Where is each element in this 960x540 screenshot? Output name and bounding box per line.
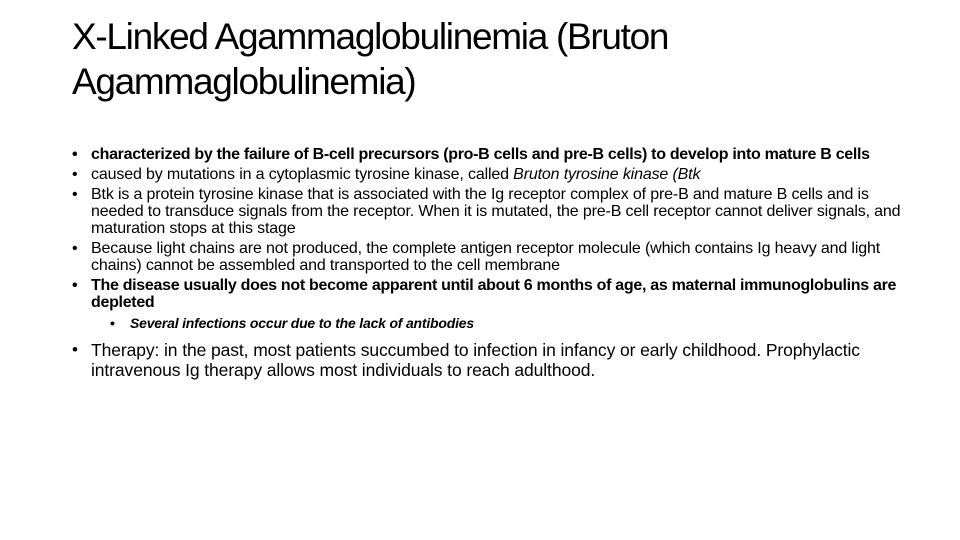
bullet-list [72, 146, 902, 383]
sub-bullet-item [110, 315, 902, 332]
bullet-text-5: The disease usually does not become apparent until about 6 months of age, as maternal immunoglobulins are depleted [91, 277, 897, 311]
bullet-item-2 [72, 166, 902, 183]
bullet-glyph: • [72, 166, 78, 183]
bullet-glyph: • [72, 277, 78, 294]
bullet-text-6: Therapy: in the past, most patients succumbed to infection in infancy or early childhood. Prophylactic intravenous Ig therapy allows most individuals to reach adulthood. [91, 340, 860, 380]
slide-title: X-Linked Agammaglobulinemia (Bruton Agammaglobulinemia) [72, 16, 669, 102]
bullet-item-1 [72, 146, 902, 163]
sub-bullet-glyph: • [110, 315, 115, 331]
bullet-glyph: • [72, 186, 78, 203]
bullet-glyph: • [72, 340, 78, 359]
bullet-text-3: Btk is a protein tyrosine kinase that is associated with the Ig receptor complex of pre-B and mature B cells and is needed to transduce signals from the receptor. When it is mutated, the pre-B cell receptor cannot deliver signals, and maturation stops at this stage [91, 186, 901, 237]
bullet-item-6 [72, 340, 902, 380]
bullet-item-3 [72, 186, 902, 237]
bullet-text-1: characterized by the failure of B-cell precursors (pro-B cells and pre-B cells) to develop into mature B cells [91, 146, 870, 163]
bullet-text-4: Because light chains are not produced, the complete antigen receptor molecule (which contains Ig heavy and light chains) cannot be assembled and transported to the cell membrane [91, 240, 881, 274]
bullet-glyph: • [72, 146, 78, 163]
bullet-text-2: caused by mutations in a cytoplasmic tyrosine kinase, called [91, 166, 514, 183]
bullet-item-5 [72, 277, 902, 311]
bullet-text-2-italic: Bruton tyrosine kinase (Btk [513, 166, 701, 183]
sub-bullet-text: Several infections occur due to the lack of antibodies [130, 315, 474, 331]
bullet-glyph: • [72, 240, 78, 257]
bullet-item-4 [72, 240, 902, 274]
